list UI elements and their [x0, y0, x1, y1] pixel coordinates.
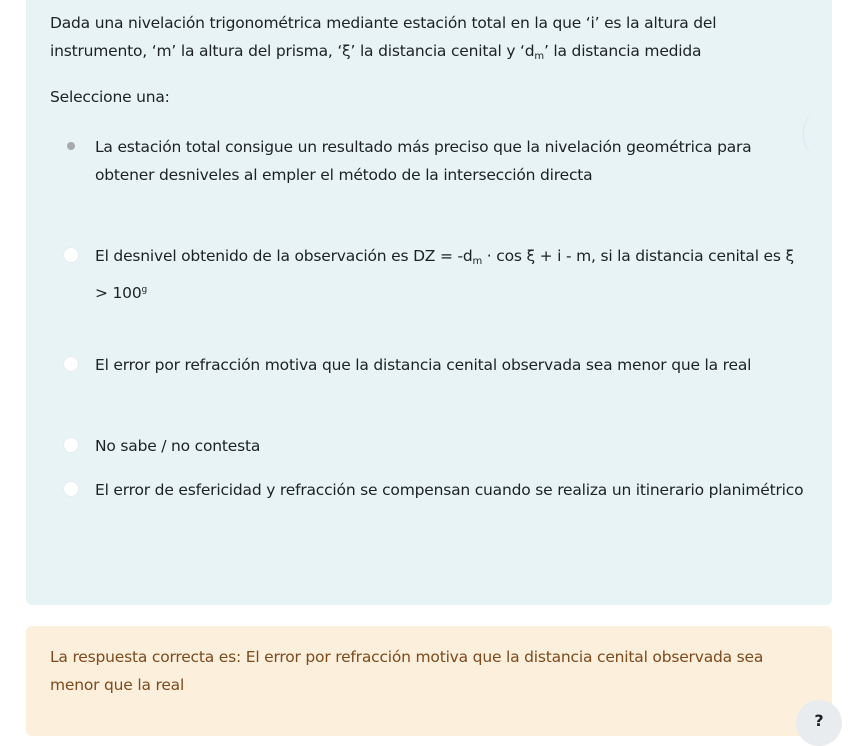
question-line-1: Dada una nivelación trigonométrica mediante estación total en la que ‘i’ es la altura del: [50, 14, 717, 32]
select-prompt: Seleccione una:: [50, 88, 170, 106]
radio-button[interactable]: [63, 356, 79, 372]
question-line-2-subscript: m: [534, 51, 544, 62]
answer-option-1[interactable]: [59, 133, 789, 189]
answer-option-label: El error de esfericidad y refracción se compensan cuando se realiza un itinerario planimétrico: [95, 481, 804, 499]
radio-button[interactable]: [63, 247, 79, 263]
answer-option-2[interactable]: [59, 242, 794, 302]
option-2-text-a: El desnivel obtenido de la observación es DZ = -d: [95, 247, 473, 265]
radio-button[interactable]: [63, 481, 79, 497]
question-line-2a: instrumento, ‘m’ la altura del prisma, ‘ξ’ la distancia cenital y ‘d: [50, 42, 535, 60]
question-text: [50, 9, 810, 71]
option-2-superscript: g: [141, 285, 148, 295]
option-2-text-b: · cos ξ + i - m, si la distancia cenital es ξ > 100: [95, 247, 794, 302]
radio-button-selected[interactable]: [63, 138, 79, 154]
help-button[interactable]: ?: [796, 700, 842, 746]
feedback-card: [26, 626, 832, 736]
answer-option-label: [95, 242, 810, 307]
radio-button[interactable]: [63, 437, 79, 453]
option-2-subscript: m: [472, 256, 483, 267]
question-card: [26, 0, 832, 605]
question-line-2b: ’ la distancia medida: [543, 42, 702, 60]
answer-option-4[interactable]: [59, 432, 789, 460]
answer-option-label: No sabe / no contesta: [95, 437, 261, 455]
correct-answer-feedback: La respuesta correcta es: El error por refracción motiva que la distancia cenital observada sea menor que la real: [50, 648, 764, 694]
answer-option-3[interactable]: [59, 351, 789, 379]
answer-option-label: La estación total consigue un resultado más preciso que la nivelación geométrica para obtener desniveles al empler el método de la intersección directa: [95, 138, 752, 184]
answer-option-5[interactable]: [59, 476, 804, 532]
answer-option-label: El error por refracción motiva que la distancia cenital observada sea menor que la real: [95, 356, 752, 374]
